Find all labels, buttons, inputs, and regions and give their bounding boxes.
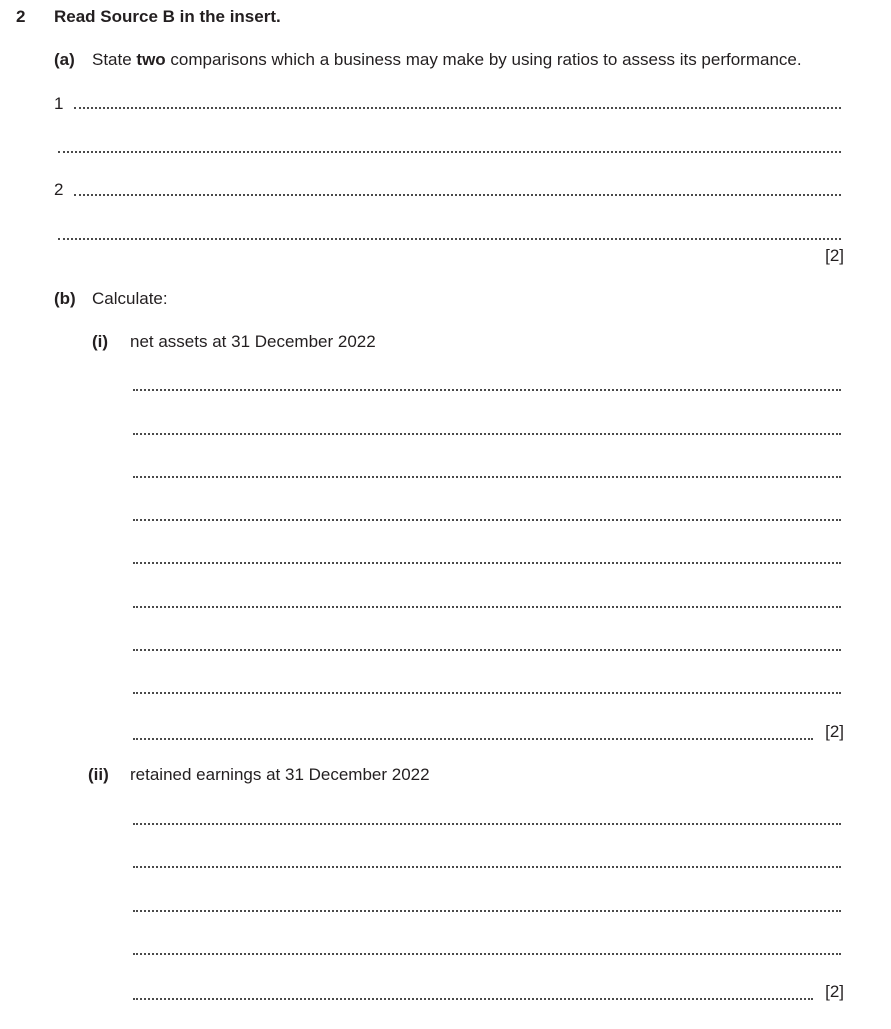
part-b-i-line-final[interactable] xyxy=(133,738,813,740)
part-b-ii-prompt: retained earnings at 31 December 2022 xyxy=(130,765,430,784)
part-a-prompt-end: comparisons which a business may make by using ratios to assess its performance. xyxy=(165,50,802,69)
part-b-ii-marks: [2] xyxy=(825,982,844,1001)
part-b-ii-line[interactable] xyxy=(133,823,841,825)
answer-1-line-2[interactable] xyxy=(58,151,841,153)
part-b-prompt: Calculate: xyxy=(92,289,168,308)
answer-2-line-1[interactable] xyxy=(74,194,841,196)
part-b-i-line[interactable] xyxy=(133,476,841,478)
part-a-label: (a) xyxy=(54,50,75,69)
part-b-i-line[interactable] xyxy=(133,519,841,521)
part-b-ii-line[interactable] xyxy=(133,910,841,912)
part-b-label: (b) xyxy=(54,289,76,308)
part-b-ii-label: (ii) xyxy=(88,765,109,784)
part-b-i-line[interactable] xyxy=(133,389,841,391)
part-b-ii-line-final[interactable] xyxy=(133,998,813,1000)
part-a-marks: [2] xyxy=(825,246,844,265)
answer-2-number: 2 xyxy=(54,180,64,199)
part-a-prompt-start: State xyxy=(92,50,137,69)
question-instruction: Read Source B in the insert. xyxy=(54,7,281,26)
part-b-i-line[interactable] xyxy=(133,692,841,694)
answer-2-line-2[interactable] xyxy=(58,238,841,240)
answer-1-line-1[interactable] xyxy=(74,107,841,109)
part-b-i-line[interactable] xyxy=(133,649,841,651)
part-b-i-prompt: net assets at 31 December 2022 xyxy=(130,332,376,351)
part-b-i-line[interactable] xyxy=(133,433,841,435)
part-b-i-line[interactable] xyxy=(133,562,841,564)
part-b-ii-line[interactable] xyxy=(133,866,841,868)
part-b-i-marks: [2] xyxy=(825,722,844,741)
question-number: 2 xyxy=(16,7,26,26)
answer-1-number: 1 xyxy=(54,94,64,113)
part-b-ii-line[interactable] xyxy=(133,953,841,955)
part-a-prompt xyxy=(92,50,802,70)
part-b-i-line[interactable] xyxy=(133,606,841,608)
part-b-i-label: (i) xyxy=(92,332,109,351)
part-a-prompt-bold: two xyxy=(136,50,166,69)
